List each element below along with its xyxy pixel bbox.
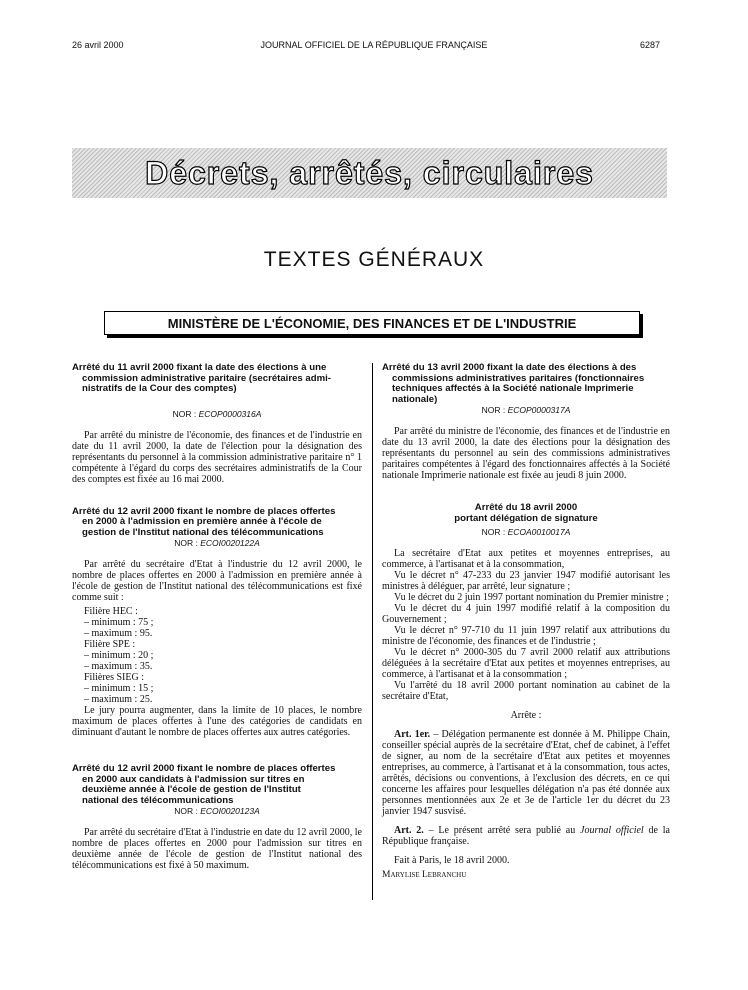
banner-title: Décrets, arrêtés, circulaires xyxy=(145,154,594,191)
nor-reference xyxy=(72,538,362,549)
article-1-label: Art. 1er. xyxy=(394,729,431,740)
nor-code: ECOA0010017A xyxy=(507,527,571,537)
nor-code: ECOP0000316A xyxy=(198,408,262,419)
nor-reference xyxy=(72,409,362,420)
list-item: – minimum : 15 ; xyxy=(84,683,154,694)
nor-code: ECOP0000317A xyxy=(507,405,571,415)
title-line: gestion de l'Institut national des télécommunications xyxy=(82,526,324,538)
nor-reference xyxy=(72,806,362,817)
title-line: techniques affectés à la Société nationale Imprimerie xyxy=(392,383,634,394)
visa-paragraph: Vu le décret n° 2000-305 du 7 avril 2000 relatif aux attributions déléguées à la secrétaire d'Etat aux petites et moyennes entreprises, au commerce, à l'artisanat et à la consommation ; xyxy=(382,647,670,680)
nor-label: NOR : xyxy=(481,405,506,415)
title-line: en 2000 à l'admission en première année à l'école de xyxy=(82,516,322,527)
arrete-label: Arrête : xyxy=(510,710,542,721)
article-election-imprimerie xyxy=(382,363,670,481)
title-line: Arrêté du 13 avril 2000 fixant la date des élections à des xyxy=(382,362,637,373)
title-line: commission administrative paritaire (secrétaires admi- xyxy=(82,372,332,384)
article-title xyxy=(72,764,362,806)
title-line: deuxième année à l'école de gestion de l'Institut xyxy=(82,784,301,795)
visa-paragraph: Vu le décret du 4 juin 1997 modifié relatif à la composition du Gouvernement ; xyxy=(382,603,670,625)
journal-reference: Journal officiel xyxy=(580,825,644,836)
visa-paragraph: Vu l'arrêté du 18 avril 2000 portant nomination au cabinet de la secrétaire d'Etat, xyxy=(382,680,670,702)
section-banner xyxy=(72,148,667,198)
visa-paragraph: Vu le décret n° 47-233 du 23 janvier 1947 modifié autorisant les ministres à déléguer, par arrêté, leur signature ; xyxy=(382,570,670,592)
nor-code: ECOI0020122A xyxy=(200,538,260,548)
list-item: – maximum : 35. xyxy=(84,661,153,672)
article-2 xyxy=(382,825,670,847)
article-title xyxy=(382,503,670,524)
right-column xyxy=(382,363,670,881)
column-divider xyxy=(372,363,373,900)
article-delegation-signature xyxy=(382,503,670,881)
article-title xyxy=(72,363,362,395)
nor-code: ECOI0020123A xyxy=(200,806,260,816)
title-line: en 2000 aux candidats à l'admission sur titres en xyxy=(82,773,305,785)
list-item: – maximum : 95. xyxy=(84,628,153,639)
header-journal-title: JOURNAL OFFICIEL DE LA RÉPUBLIQUE FRANÇAISE xyxy=(260,40,488,50)
article-body: Par arrêté du ministre de l'économie, des finances et de l'industrie en date du 13 avril 2000, la date des élections pour la désignation des représentants du personnel au sein des commissions administratives paritaires compétentes à l'égard des fonctionnaires affectés à la Société nationale Imprimerie nationale est fixée au jeudi 8 juin 2000. xyxy=(382,426,670,481)
list-item: – minimum : 20 ; xyxy=(84,650,154,661)
title-line: commissions administratives paritaires (fonctionnaires xyxy=(392,372,645,384)
signature: Marylise Lebranchu xyxy=(382,870,467,880)
visa-paragraph: Vu le décret n° 97-710 du 11 juin 1997 relatif aux attributions du ministre de l'économie, des finances et de l'industrie ; xyxy=(382,625,670,647)
nor-label: NOR : xyxy=(481,527,506,537)
header-page-number: 6287 xyxy=(640,40,661,50)
article-places-premiere-annee xyxy=(72,507,362,739)
article-1 xyxy=(382,729,670,817)
nor-reference xyxy=(382,527,670,538)
nor-label: NOR : xyxy=(172,408,197,419)
title-line: nationale) xyxy=(392,393,438,405)
visa-paragraph: La secrétaire d'Etat aux petites et moyennes entreprises, au commerce, à l'artisanat et à la consommation, xyxy=(382,548,670,570)
list-item: Filières SIEG : xyxy=(84,672,144,683)
article-body: Par arrêté du secrétaire d'Etat à l'industrie en date du 12 avril 2000, le nombre de places offertes en 2000 pour l'admission sur titres en deuxième année de l'école de gestion de l'Institut national des télécommunications est fixé à 50 maximum. xyxy=(72,827,362,871)
title-line: portant délégation de signature xyxy=(454,512,598,524)
article-election-cour-comptes xyxy=(72,363,362,485)
section-title: TEXTES GÉNÉRAUX xyxy=(263,248,485,271)
title-line: Arrêté du 11 avril 2000 fixant la date des élections à une xyxy=(72,362,327,373)
article-1-text: – Délégation permanente est donnée à M. Philippe Chain, conseiller spécial auprès de la secrétaire d'Etat, chef de cabinet, à l'effet de signer, au nom de la secrétaire d'Etat aux petites et moyennes entreprises, au commerce, à l'artisanat et à la consommation, tous actes, arrêtés, décisions ou conventions, à l'exclusion des décrets, en ce qui concerne les affaires pour lesquelles délégation n'a pas été donnée aux personnes mentionnées aux 2e et 3e de l'article 1er du décret du 23 janvier 1947 susvisé. xyxy=(382,729,670,817)
article-outro: Le jury pourra augmenter, dans la limite de 10 places, le nombre maximum de places offertes à l'une des catégories de candidats en diminuant d'autant le nombre de places offertes aux autres catégories. xyxy=(72,705,362,738)
visa-paragraph: Vu le décret du 2 juin 1997 portant nomination du Premier ministre ; xyxy=(394,592,669,603)
article-2-text: – Le présent arrêté sera publié au xyxy=(423,825,581,836)
article-2-text-end: de la République française. xyxy=(382,825,670,847)
article-title xyxy=(72,507,362,539)
article-body: Par arrêté du ministre de l'économie, des finances et de l'industrie en date du 11 avril 2000, la date de l'élection pour la désignation des représentants du personnel à la commission administrative paritaire n° 1 compétente à l'égard du corps des secrétaires administratifs de la Cour des comptes est fixée au 16 mai 2000. xyxy=(72,429,362,485)
article-intro: Par arrêté du secrétaire d'Etat à l'industrie du 12 avril 2000, le nombre de places offertes en 2000 à l'admission en première année à l'école de gestion de l'Institut national des télécommunications est fixé comme suit : xyxy=(72,559,362,603)
left-column xyxy=(72,363,362,871)
title-line: nistratifs de la Cour des comptes) xyxy=(82,383,237,394)
list-item: Filière HEC : xyxy=(84,606,138,617)
list-item: – minimum : 75 ; xyxy=(84,617,154,628)
ministry-box xyxy=(104,311,640,335)
nor-reference xyxy=(382,405,670,416)
nor-label: NOR : xyxy=(174,538,198,548)
title-line: national des télécommunications xyxy=(82,794,234,806)
header-date: 26 avril 2000 xyxy=(72,40,124,50)
ministry-name: MINISTÈRE DE L'ÉCONOMIE, DES FINANCES ET DE L'INDUSTRIE xyxy=(167,315,577,331)
title-line: Arrêté du 12 avril 2000 fixant le nombre de places offertes xyxy=(72,505,336,517)
article-title xyxy=(382,363,670,405)
place-date: Fait à Paris, le 18 avril 2000. xyxy=(394,855,510,866)
title-line: Arrêté du 12 avril 2000 fixant le nombre de places offertes xyxy=(72,763,336,774)
title-line: Arrêté du 18 avril 2000 xyxy=(474,502,578,513)
list-item: – maximum : 25. xyxy=(84,694,153,705)
nor-label: NOR : xyxy=(174,806,198,816)
article-2-label: Art. 2. xyxy=(394,825,424,836)
article-places-deuxieme-annee xyxy=(72,764,362,871)
list-item: Filière SPE : xyxy=(84,639,136,650)
places-list xyxy=(72,606,362,705)
